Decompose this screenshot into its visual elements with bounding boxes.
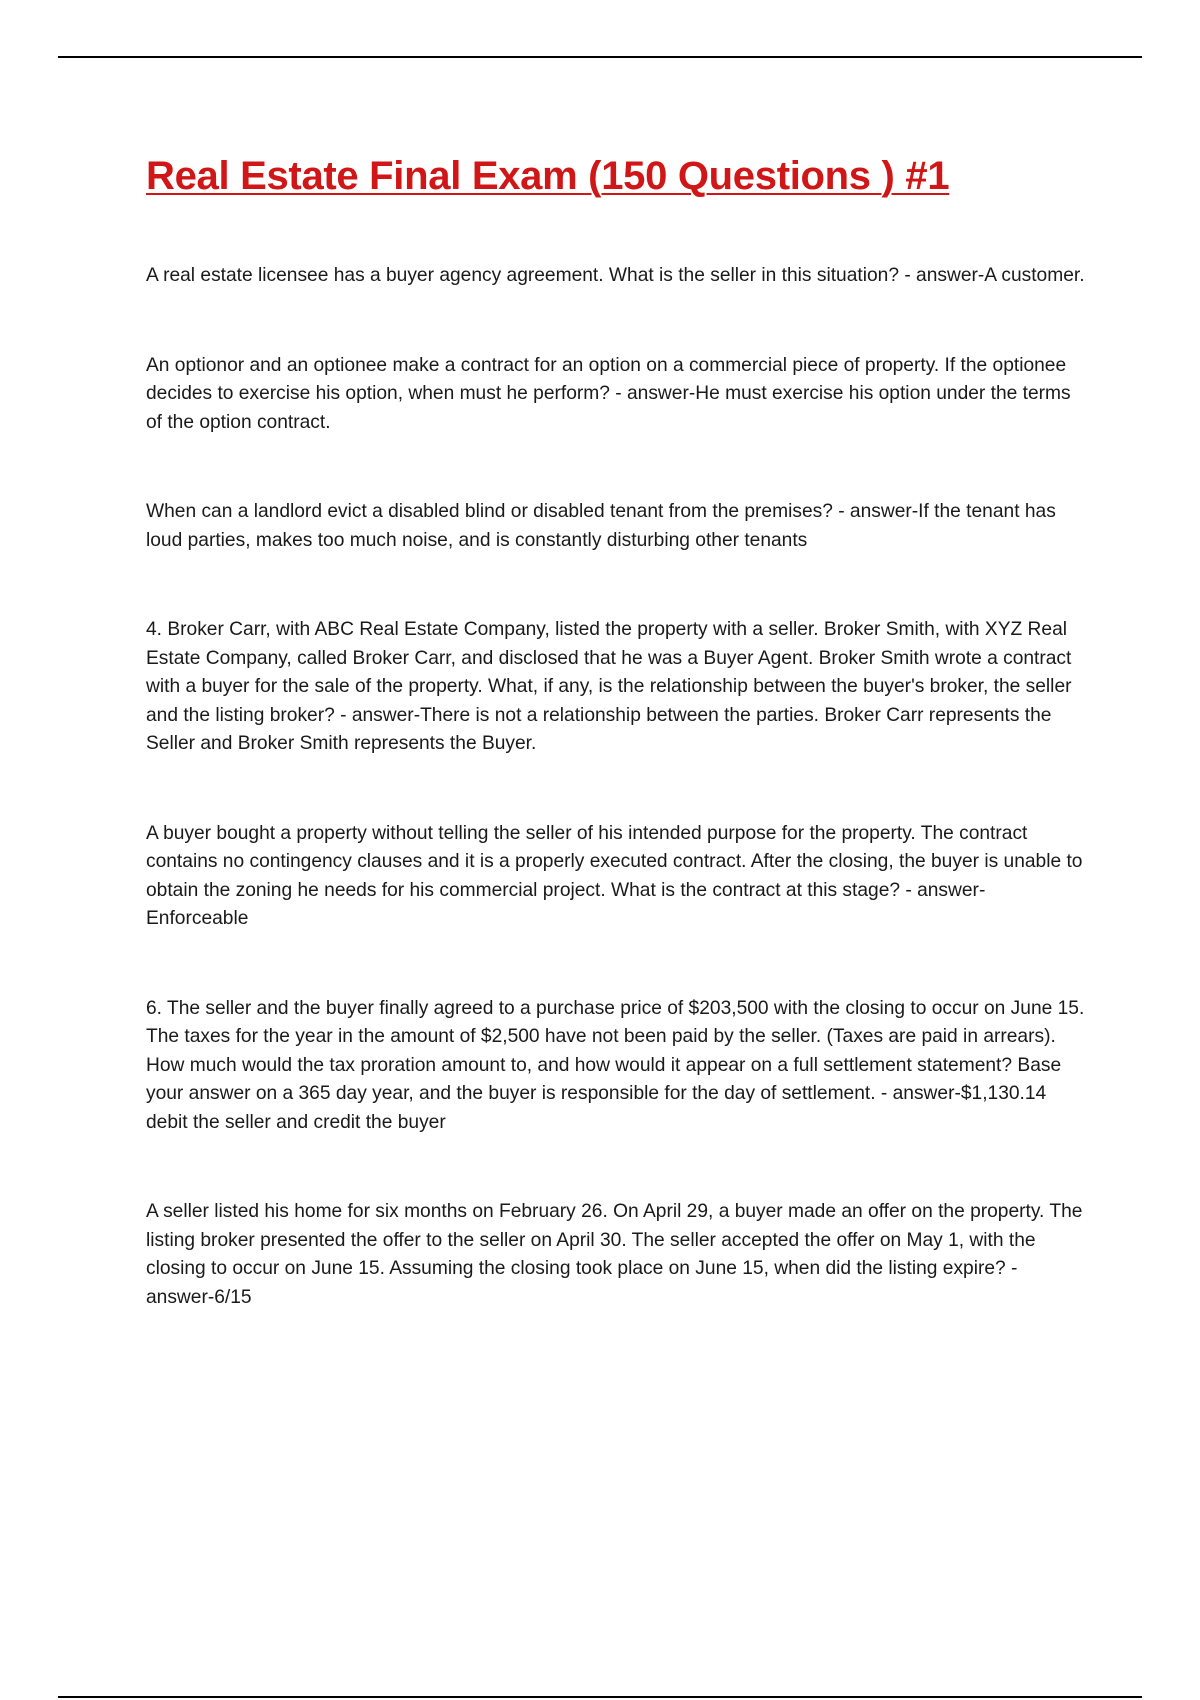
document-title: Real Estate Final Exam (150 Questions ) #1: [146, 154, 950, 198]
question-3: When can a landlord evict a disabled blind or disabled tenant from the premises? - answer-If the tenant has loud parties, makes too much noise, and is constantly disturbing other tenants: [146, 501, 1056, 551]
question-2: An optionor and an optionee make a contract for an option on a commercial piece of property. If the optionee decides to exercise his option, when must he perform? - answer-He must exercise his option under the terms of the option contract.: [146, 354, 1071, 433]
question-list: [146, 262, 1086, 1312]
question-1: A real estate licensee has a buyer agency agreement. What is the seller in this situation? - answer-A customer.: [146, 265, 1085, 286]
question-6: 6. The seller and the buyer finally agreed to a purchase price of $203,500 with the closing to occur on June 15. The taxes for the year in the amount of $2,500 have not been paid by the seller. (Taxes are paid in arrears). How much would the tax proration amount to, and how would it appear on a full settlement statement? Base your answer on a 365 day year, and the buyer is responsible for the day of settlement. - answer-$1,130.14 debit the seller and credit the buyer: [146, 997, 1085, 1133]
question-4: 4. Broker Carr, with ABC Real Estate Company, listed the property with a seller. Broker Smith, with XYZ Real Estate Company, called Broker Carr, and disclosed that he was a Buyer Agent. Broker Smith wrote a contract with a buyer for the sale of the property. What, if any, is the relationship between the buyer's broker, the seller and the listing broker? - answer-There is not a relationship between the parties. Broker Carr represents the Seller and Broker Smith represents the Buyer.: [146, 619, 1072, 754]
document-body: [146, 148, 1086, 1373]
bottom-rule: [58, 1696, 1142, 1698]
question-7: A seller listed his home for six months on February 26. On April 29, a buyer made an offer on the property. The listing broker presented the offer to the seller on April 30. The seller accepted the offer on May 1, with the closing to occur on June 15. Assuming the closing took place on June 15, when did the listing expire? - answer-6/15: [146, 1201, 1083, 1308]
top-rule: [58, 56, 1142, 58]
question-5: A buyer bought a property without telling the seller of his intended purpose for the property. The contract contains no contingency clauses and it is a properly executed contract. After the closing, the buyer is unable to obtain the zoning he needs for his commercial project. What is the contract at this stage? - answer-Enforceable: [146, 822, 1083, 929]
